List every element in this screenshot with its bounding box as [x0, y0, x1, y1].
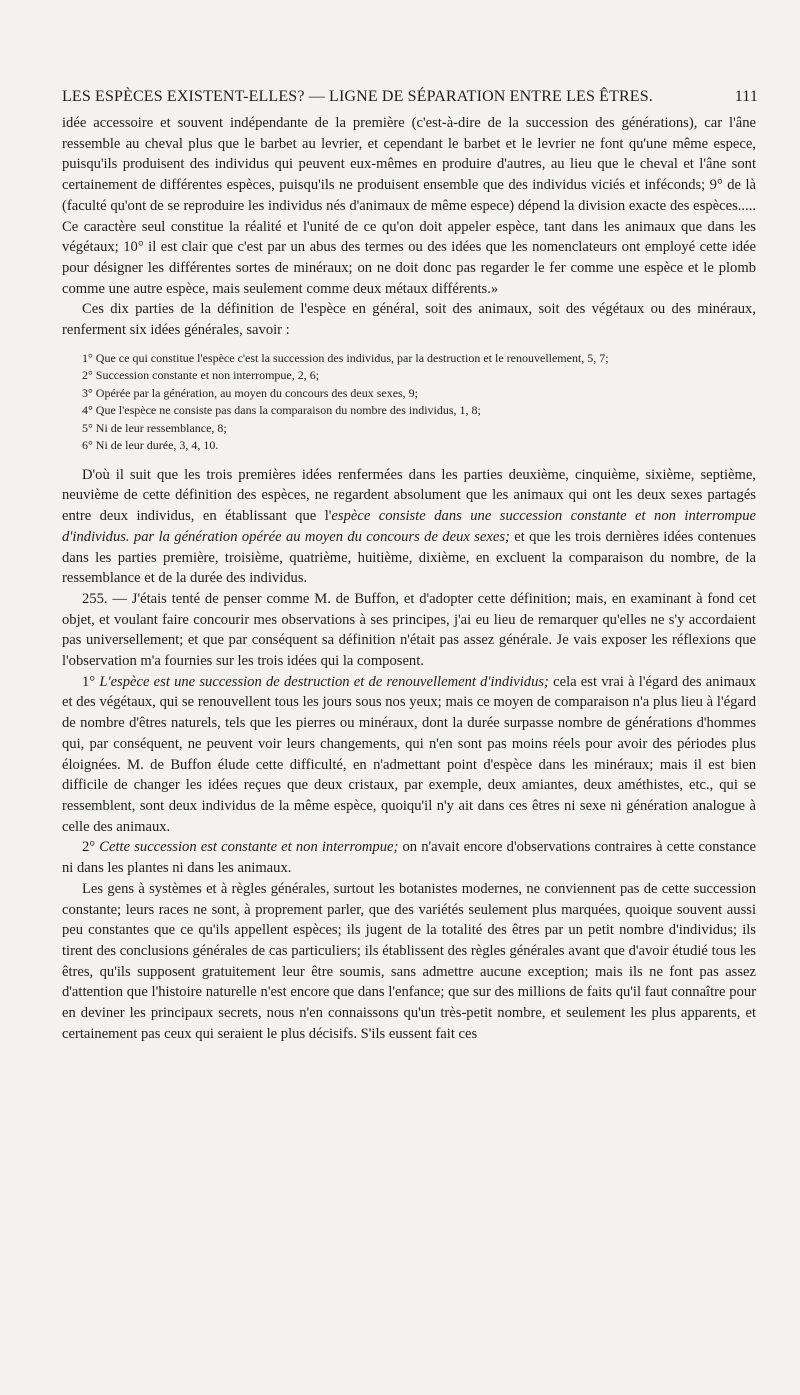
point-1-emphasis: L'espèce est une succession de destruction et de renouvellement d'individus; — [99, 673, 549, 690]
paragraph-continued: idée accessoire et souvent indépendante de la première (c'est-à-dire de la succession des générations), car l'âne ressemble au cheval plus que le barbet au levrier, et cependant le barbet et le levrier ne font qu'une même espece, puisqu'ils produisent des individus qui peuvent eux-mêmes en produire d'autres, au lieu que le cheval et l'âne sont certainement de différentes espèces, puisqu'ils ne produisent ensemble que des individus viciés et inféconds; 9° de là (faculté qu'ont de se reproduire les individus nés d'animaux de même espece) dépend la division exacte des espèces..... Ce caractère seul constitue la réalité et l'unité de ce qu'on doit appeler espèce, tant dans les animaux que dans les végétaux; 10° il est clair que c'est par un abus des termes ou des idées que les nomenclateurs ont employé cette idée pour désigner les différentes sortes de minéraux; on ne doit donc pas regarder le fer comme une espèce et le plomb comme une autre espèce, mais seulement comme deux métaux différents.» — [62, 115, 756, 297]
paragraph-255: 255. — J'étais tenté de penser comme M. de Buffon, et d'adopter cette définition; mais, en examinant à fond cet objet, et voulant faire concourir mes observations à ses principes, j'ai eu lieu de remarquer qu'elles ne s'y accordaient pas universellement; et que par conséquent sa définition n'était pas assez générale. Je vais exposer les réflexions que l'observation m'a fournies sur les trois idées qui la composent. — [62, 590, 756, 670]
idea-item-2: 2° Succession constante et non interrompue, 2, 6; — [82, 368, 320, 383]
idea-item-3: 3° Opérée par la génération, au moyen du concours des deux sexes, 9; — [82, 385, 419, 400]
paragraph-six-ideas-intro: Ces dix parties de la définition de l'espèce en général, soit des animaux, soit des végétaux ou des minéraux, renferment six idées générales, savoir : — [62, 301, 756, 339]
page-number: 111 — [734, 88, 758, 105]
running-head-title: LES ESPÈCES EXISTENT-ELLES? — LIGNE DE SÉPARATION ENTRE LES ÊTRES. — [62, 88, 653, 105]
body-text — [62, 113, 756, 1044]
point-2-number: 2° — [82, 839, 100, 856]
paragraph-conclusion-emphasis: espèce consiste dans une succession constante et non interrompue d'individus. par la génération opérée au moyen du concours de deux sexes; — [62, 508, 756, 545]
idea-item-4: 4° Que l'espèce ne consiste pas dans la comparaison du nombre des individus, 1, 8; — [82, 403, 481, 418]
point-1-text: cela est vrai à l'égard des animaux et des végétaux, qui se renouvellent tous les jours sous nos yeux; mais ce moyen de comparaison n'a plus lieu à l'égard de nombre d'êtres naturels, tels que les pierres ou minéraux, dont la durée surpasse nombre de générations d'hommes qui, par conséquent, ne peuvent voir leurs changements, qui n'en sont pas moins réels pour avoir des périodes plus éloignées. M. de Buffon élude cette difficulté, en n'admettant point d'espèce dans les minéraux; mais il est bien difficile de changer les idées reçues que deux cristaux, par exemple, deux amiantes, deux améthistes, etc., qui se ressemblent, sont deux individus de la même espèce, quoiqu'il n'y ait dans ces êtres ni sexe ni génération analogue à celle des animaux. — [62, 673, 756, 835]
point-2-emphasis: Cette succession est constante et non interrompue; — [99, 839, 399, 856]
paragraph-conclusion — [62, 465, 756, 589]
point-2-text: on n'avait encore d'observations contraires à cette constance ni dans les plantes ni dans les animaux. — [62, 839, 756, 877]
paragraph-conclusion-text-a: D'où il suit que les trois premières idées renfermées dans les parties deuxième, cinquième, sixième, septième, neuvième de cette définition des espèces, ne regardent absolument que les animaux qui ont les deux sexes partagés entre deux individus, en établissant que l' — [62, 466, 756, 525]
point-1-number: 1° — [82, 673, 100, 690]
six-ideas-list — [62, 350, 756, 455]
paragraph-systems: Les gens à systèmes et à règles générales, surtout les botanistes modernes, ne conviennent pas de cette succession constante; leurs races ne sont, à proprement parler, que des variétés seulement plus marquées, quoique souvent aussi peu constantes que ce qu'ils appellent espèces; ils jugent de la totalité des êtres par un petit nombre d'individus; ils tirent des conclusions générales de cas particuliers; ils établissent des règles générales avant que d'avoir étudié tous les êtres, qu'ils supposent gratuitement leur être soumis, sans admettre aucune exception; mais ils ne font pas assez d'attention que l'histoire naturelle n'est encore que dans l'enfance; que sur des millions de faits qu'il faut connaître pour en deviner les principaux secrets, nous n'en connaissons qu'un très-petit nombre, et seulement les plus apparents, et certainement pas ceux qui seraient le plus décisifs. S'ils eussent fait ces — [62, 880, 756, 1042]
running-head — [62, 88, 758, 106]
idea-item-5: 5° Ni de leur ressemblance, 8; — [82, 420, 227, 435]
paragraph-point-2 — [62, 837, 756, 878]
paragraph-point-1 — [62, 672, 756, 838]
idea-item-1: 1° Que ce qui constitue l'espèce c'est la succession des individus, par la destruction et le renouvellement, 5, 7; — [82, 350, 609, 365]
paragraph-conclusion-text-b: et que les trois dernières idées contenues dans les parties première, troisième, quatrième, huitième, dixième, en excluent la comparaison du nombre, de la ressemblance et de la durée des individus. — [62, 528, 756, 587]
idea-item-6: 6° Ni de leur durée, 3, 4, 10. — [82, 438, 219, 453]
